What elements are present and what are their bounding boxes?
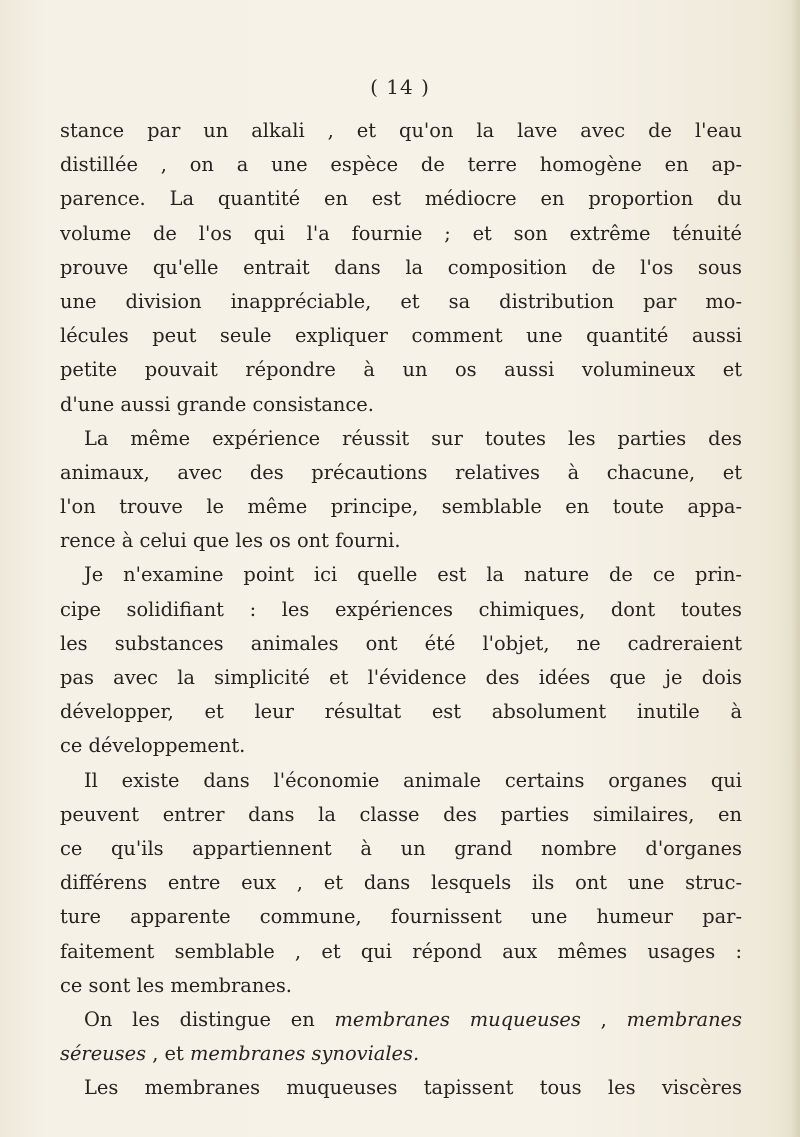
text-line: pas avec la simplicité et l'évidence des idées que je dois [60, 666, 742, 689]
page-edge-shadow [790, 0, 800, 1137]
text-line: ce développement. [60, 734, 246, 758]
text-line: Je n'examine point ici quelle est la nature de ce prin- [84, 563, 742, 587]
text-run: , et [146, 1042, 190, 1066]
text-line: l'on trouve le même principe, semblable en toute appa- [60, 495, 742, 519]
text-line: Les membranes muqueuses tapissent tous les viscères [84, 1076, 742, 1100]
text-line: faitement semblable , et qui répond aux mêmes usages : [60, 939, 742, 963]
text-line: La même expérience réussit sur toutes les parties des [84, 426, 742, 450]
text-line: animaux, avec des précautions relatives à chacune, et [60, 460, 742, 484]
italic-term: membranes [626, 1007, 742, 1031]
text-line: ture apparente commune, fournissent une humeur par- [60, 905, 742, 929]
text-line: petite pouvait répondre à un os aussi volumineux et [60, 358, 742, 382]
text-line: les substances animales ont été l'objet, ne cadreraient [60, 631, 742, 655]
text-run: On les distingue en [84, 1007, 335, 1031]
body-text [60, 114, 742, 1105]
text-line: volume de l'os qui l'a fournie ; et son extrême ténuité [60, 221, 742, 245]
text-line: développer, et leur résultat est absolument inutile à [60, 700, 742, 724]
text-line: peuvent entrer dans la classe des parties similaires, en [60, 802, 742, 826]
italic-term: séreuses [60, 1042, 147, 1066]
text-line: cipe solidifiant : les expériences chimiques, dont toutes [60, 597, 742, 621]
text-line: différens entre eux , et dans lesquels ils ont une struc- [60, 871, 742, 895]
text-line: lécules peut seule expliquer comment une quantité aussi [60, 324, 742, 348]
italic-term: membranes synoviales. [189, 1042, 420, 1066]
text-line: une division inappréciable, et sa distribution par mo- [60, 289, 742, 313]
text-line [60, 1003, 742, 1037]
text-run: , [580, 1007, 627, 1031]
text-line: Il existe dans l'économie animale certains organes qui [84, 768, 742, 792]
text-line [60, 1037, 742, 1071]
text-line: stance par un alkali , et qu'on la lave avec de l'eau [60, 119, 742, 142]
text-line: prouve qu'elle entrait dans la composition de l'os sous [60, 255, 742, 279]
text-line: d'une aussi grande consistance. [60, 392, 374, 416]
page-number: ( 14 ) [370, 75, 430, 99]
text-line: ce sont les membranes. [60, 973, 292, 997]
text-line: rence à celui que les os ont fourni. [60, 529, 401, 553]
text-line: distillée , on a une espèce de terre homogène en ap- [60, 153, 742, 177]
italic-term: membranes muqueuses [334, 1007, 581, 1031]
text-line: ce qu'ils appartiennent à un grand nombre d'organes [60, 836, 742, 860]
text-line: parence. La quantité en est médiocre en proportion du [60, 187, 742, 211]
